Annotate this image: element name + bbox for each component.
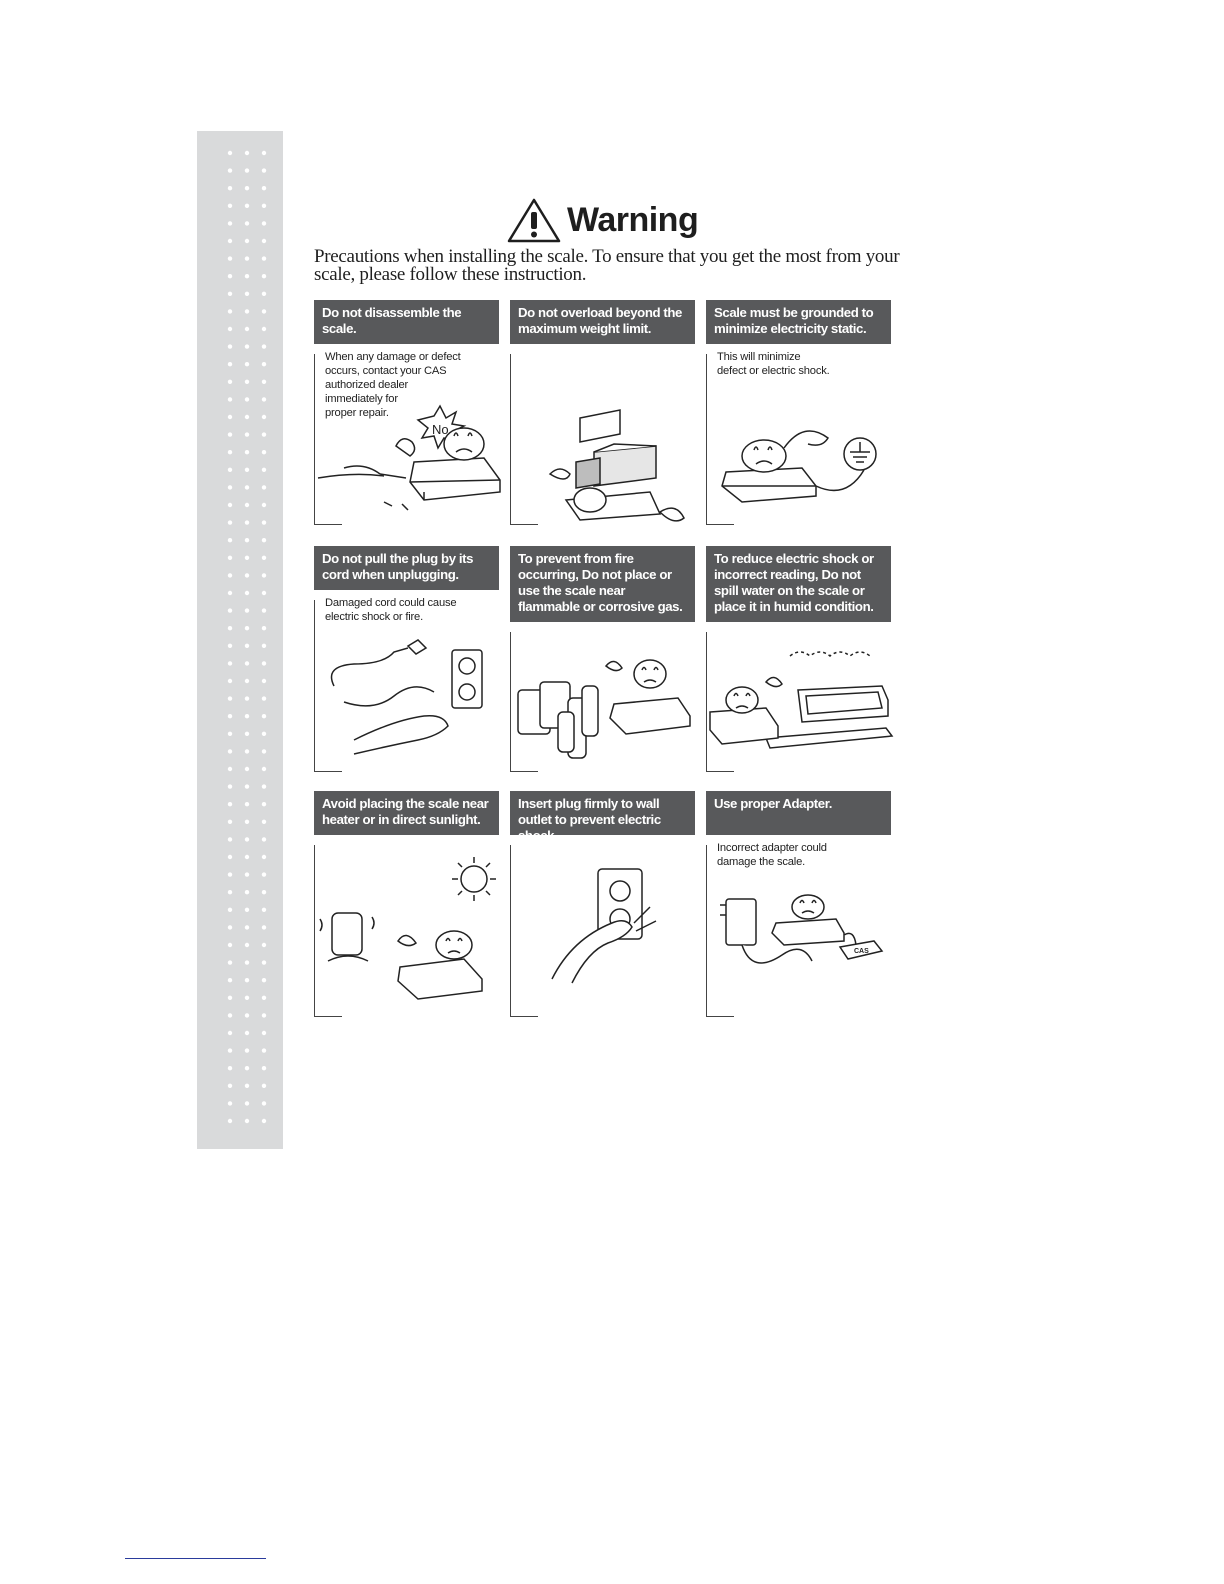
decor-dot <box>262 767 266 771</box>
decor-dot <box>245 591 249 595</box>
decor-dot <box>262 820 266 824</box>
decor-dot <box>245 960 249 964</box>
decor-dot <box>262 996 266 1000</box>
decor-dot <box>228 204 232 208</box>
decor-dot <box>228 1048 232 1052</box>
decor-dot <box>262 644 266 648</box>
decor-dot <box>228 432 232 436</box>
decor-dot <box>228 908 232 912</box>
decor-dot <box>245 820 249 824</box>
decor-dot <box>228 749 232 753</box>
decor-dot <box>228 925 232 929</box>
overload-scale-illustration <box>510 374 700 524</box>
decor-dot <box>228 732 232 736</box>
decor-dot <box>228 661 232 665</box>
decor-dot <box>262 855 266 859</box>
decor-dot <box>245 925 249 929</box>
dot-pattern <box>197 131 283 1149</box>
card-heading: To prevent from fire occurring, Do not place or use the scale near flammable or corrosive gas. <box>510 546 695 622</box>
decor-dot <box>228 503 232 507</box>
decor-dot <box>245 239 249 243</box>
decor-dot <box>262 802 266 806</box>
decor-dot <box>262 978 266 982</box>
decor-dot <box>262 239 266 243</box>
decor-dot <box>245 168 249 172</box>
decor-dot <box>245 380 249 384</box>
decor-dot <box>245 1031 249 1035</box>
warning-card-overload <box>510 300 695 525</box>
decor-dot <box>228 1101 232 1105</box>
decor-dot <box>262 1031 266 1035</box>
decor-dot <box>245 661 249 665</box>
decor-dot <box>228 1066 232 1070</box>
decor-dot <box>262 362 266 366</box>
decor-dot <box>262 168 266 172</box>
warning-heading <box>507 196 698 244</box>
decor-dot <box>245 714 249 718</box>
decor-dot <box>245 573 249 577</box>
decor-dot <box>262 538 266 542</box>
plug-cord-illustration <box>314 630 504 770</box>
decor-dot <box>245 344 249 348</box>
decor-dot <box>245 608 249 612</box>
decor-dot <box>245 221 249 225</box>
decor-dot <box>262 309 266 313</box>
decor-dot <box>262 186 266 190</box>
warning-card-heater <box>314 791 499 1017</box>
decor-dot <box>262 872 266 876</box>
decor-dot <box>262 556 266 560</box>
decor-dot <box>262 397 266 401</box>
decor-dot <box>245 767 249 771</box>
card-heading: Avoid placing the scale near heater or in direct sunlight. <box>314 791 499 835</box>
decor-dot <box>262 415 266 419</box>
decor-dot <box>262 292 266 296</box>
card-note: When any damage or defect occurs, contact your CAS authorized dealer immediately for proper repair. <box>325 351 461 419</box>
decor-dot <box>228 556 232 560</box>
decor-dot <box>228 1031 232 1035</box>
decor-dot <box>228 714 232 718</box>
decor-dot <box>245 644 249 648</box>
decor-dot <box>228 520 232 524</box>
footer-link-underline <box>125 1558 266 1559</box>
decor-dot <box>228 309 232 313</box>
decor-dot <box>262 960 266 964</box>
cas-badge: CAS <box>854 948 869 955</box>
decor-dot <box>228 996 232 1000</box>
decor-dot <box>245 503 249 507</box>
decor-dot <box>262 1066 266 1070</box>
decor-dot <box>245 1013 249 1017</box>
decor-dot <box>228 151 232 155</box>
decor-dot <box>262 679 266 683</box>
card-note: Incorrect adapter could damage the scale. <box>717 842 827 868</box>
decor-dot <box>228 1119 232 1123</box>
decor-dot <box>245 327 249 331</box>
decor-dot <box>262 696 266 700</box>
no-badge: No <box>432 422 449 437</box>
heater-icon <box>332 913 362 955</box>
decor-dot <box>262 256 266 260</box>
decor-dot <box>228 468 232 472</box>
decor-dot <box>228 1013 232 1017</box>
decor-dot <box>245 1119 249 1123</box>
decor-dot <box>245 784 249 788</box>
decor-dot <box>245 256 249 260</box>
decor-dot <box>228 344 232 348</box>
decor-dot <box>245 679 249 683</box>
decor-dot <box>228 978 232 982</box>
decor-dot <box>262 344 266 348</box>
decor-dot <box>228 292 232 296</box>
decor-dot <box>262 608 266 612</box>
decor-dot <box>245 151 249 155</box>
decor-dot <box>228 820 232 824</box>
decor-dot <box>228 221 232 225</box>
decor-dot <box>245 450 249 454</box>
scale-disassemble-illustration <box>314 374 504 524</box>
decor-dot <box>228 767 232 771</box>
heater-sunlight-illustration <box>314 849 504 1009</box>
decor-dot <box>228 573 232 577</box>
warning-card-disassemble <box>314 300 499 525</box>
decor-dot <box>228 644 232 648</box>
decor-dot <box>245 978 249 982</box>
decor-dot <box>262 151 266 155</box>
decor-dot <box>245 397 249 401</box>
decor-dot <box>262 749 266 753</box>
decor-dot <box>228 256 232 260</box>
decor-dot <box>245 749 249 753</box>
plug-firmly-illustration <box>510 855 700 1005</box>
decor-dot <box>228 415 232 419</box>
decor-dot <box>262 1048 266 1052</box>
decor-dot <box>245 837 249 841</box>
page-title: Warning <box>567 200 699 239</box>
side-decoration-strip <box>197 131 283 1149</box>
decor-dot <box>262 1101 266 1105</box>
adapter-illustration <box>706 875 896 1015</box>
decor-dot <box>228 802 232 806</box>
card-heading: Do not overload beyond the maximum weight limit. <box>510 300 695 344</box>
intro-text: Precautions when installing the scale. To ensure that you get the most from your scale, please follow these instruction. <box>314 246 900 285</box>
decor-dot <box>228 784 232 788</box>
decor-dot <box>262 890 266 894</box>
decor-dot <box>228 960 232 964</box>
decor-dot <box>245 292 249 296</box>
decor-dot <box>228 608 232 612</box>
decor-dot <box>262 450 266 454</box>
decor-dot <box>262 1084 266 1088</box>
decor-dot <box>262 485 266 489</box>
decor-dot <box>228 1084 232 1088</box>
decor-dot <box>262 204 266 208</box>
decor-dot <box>262 327 266 331</box>
card-heading: Insert plug firmly to wall outlet to prevent electric shock. <box>510 791 695 835</box>
decor-dot <box>245 696 249 700</box>
decor-dot <box>262 732 266 736</box>
decor-dot <box>262 1119 266 1123</box>
decor-dot <box>262 432 266 436</box>
decor-dot <box>245 908 249 912</box>
decor-dot <box>245 432 249 436</box>
decor-dot <box>245 1048 249 1052</box>
decor-dot <box>262 380 266 384</box>
decor-dot <box>228 679 232 683</box>
decor-dot <box>245 186 249 190</box>
decor-dot <box>245 1084 249 1088</box>
warning-card-grounded <box>706 300 891 525</box>
warning-card-fire <box>510 546 695 772</box>
decor-dot <box>228 591 232 595</box>
decor-dot <box>228 837 232 841</box>
decor-dot <box>262 925 266 929</box>
decor-dot <box>228 890 232 894</box>
card-note: Damaged cord could cause electric shock or fire. <box>325 597 457 623</box>
warning-card-plug-firmly <box>510 791 695 1017</box>
card-heading: To reduce electric shock or incorrect reading, Do not spill water on the scale or place it in humid condition. <box>706 546 891 622</box>
decor-dot <box>245 362 249 366</box>
card-note: This will minimize defect or electric shock. <box>717 351 830 377</box>
decor-dot <box>245 1066 249 1070</box>
decor-dot <box>228 538 232 542</box>
decor-dot <box>245 732 249 736</box>
decor-dot <box>228 626 232 630</box>
decor-dot <box>228 186 232 190</box>
decor-dot <box>228 485 232 489</box>
decor-dot <box>245 468 249 472</box>
decor-dot <box>228 327 232 331</box>
card-heading: Use proper Adapter. <box>706 791 891 835</box>
decor-dot <box>228 855 232 859</box>
warning-triangle-icon <box>507 197 561 243</box>
decor-dot <box>245 855 249 859</box>
decor-dot <box>228 450 232 454</box>
decor-dot <box>245 943 249 947</box>
decor-dot <box>262 784 266 788</box>
decor-dot <box>262 573 266 577</box>
decor-dot <box>245 538 249 542</box>
card-heading: Do not pull the plug by its cord when unplugging. <box>314 546 499 590</box>
decor-dot <box>262 908 266 912</box>
decor-dot <box>245 802 249 806</box>
decor-dot <box>262 274 266 278</box>
warning-card-humid <box>706 546 891 772</box>
card-heading: Do not disassemble the scale. <box>314 300 499 344</box>
sun-icon <box>461 866 487 892</box>
decor-dot <box>228 380 232 384</box>
decor-dot <box>245 485 249 489</box>
decor-dot <box>245 1101 249 1105</box>
decor-dot <box>262 520 266 524</box>
decor-dot <box>228 696 232 700</box>
decor-dot <box>228 362 232 366</box>
decor-dot <box>228 943 232 947</box>
decor-dot <box>228 168 232 172</box>
decor-dot <box>262 591 266 595</box>
decor-dot <box>228 397 232 401</box>
decor-dot <box>245 872 249 876</box>
decor-dot <box>245 996 249 1000</box>
warning-card-plug-cord <box>314 546 499 772</box>
decor-dot <box>228 274 232 278</box>
decor-dot <box>245 415 249 419</box>
flammable-gas-illustration <box>510 642 700 772</box>
decor-dot <box>262 1013 266 1017</box>
decor-dot <box>228 239 232 243</box>
decor-dot <box>245 274 249 278</box>
decor-dot <box>262 221 266 225</box>
adapter-icon <box>726 899 756 945</box>
decor-dot <box>245 520 249 524</box>
humid-condition-illustration <box>706 636 896 772</box>
decor-dot <box>262 837 266 841</box>
decor-dot <box>245 626 249 630</box>
warning-card-adapter <box>706 791 891 1017</box>
decor-dot <box>245 309 249 313</box>
decor-dot <box>262 714 266 718</box>
decor-dot <box>245 890 249 894</box>
decor-dot <box>262 661 266 665</box>
decor-dot <box>228 872 232 876</box>
card-heading: Scale must be grounded to minimize electricity static. <box>706 300 891 344</box>
decor-dot <box>262 943 266 947</box>
decor-dot <box>262 626 266 630</box>
grounded-scale-illustration <box>706 374 896 524</box>
decor-dot <box>245 204 249 208</box>
decor-dot <box>262 503 266 507</box>
decor-dot <box>245 556 249 560</box>
decor-dot <box>262 468 266 472</box>
